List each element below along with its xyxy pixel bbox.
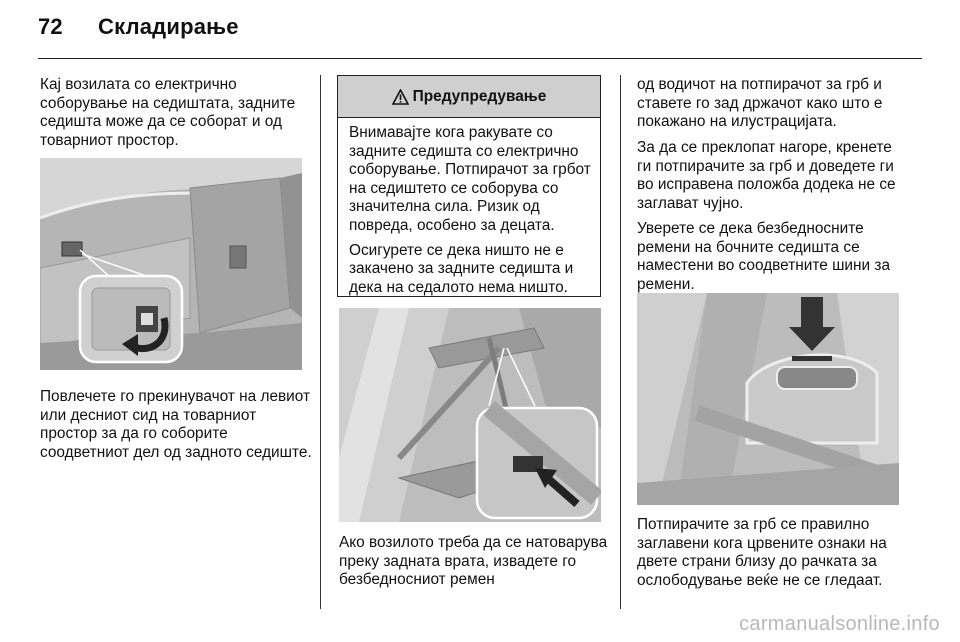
header-rule [38,58,922,59]
backrest-latch-illustration [637,293,899,505]
warning-title: Предупредување [412,87,547,105]
intro-paragraph: Кај возилата со електрично соборување на седиштата, задните седишта може да се соборат и од товарниот простор. [40,76,296,149]
tailgate-loading-paragraph: Ако возилото треба да се натоварува преку задната врата, извадете го безбедносниот ремен [339,534,608,589]
warning-paragraph-1: Внимавајте кога ракувате со задните седишта со електрично соборување. Потпирачот за грбот на седиштето се соборува со значителна сила. Ризик од повреда, особено за децата. [349,124,591,234]
cargo-switch-illustration [40,158,302,370]
warning-paragraph-2: Осигурете се дека ништо не е закачено за задните седишта и дека на седалото нема ништо. [349,241,574,296]
column-divider-2 [620,75,621,609]
page-header [38,14,239,40]
column-divider-1 [320,75,321,609]
watermark: carmanualsonline.info [739,613,940,635]
warning-box [337,75,601,297]
belt-rail-paragraph: Уверете се дека безбедносните ремени на бочните седишта се наместени во соодветните шини за ремени. [637,220,891,293]
seatbelt-guide-illustration [339,308,601,522]
warning-header [338,76,600,118]
page-number: 72 [38,14,63,39]
fold-up-paragraph: За да се преклопат нагоре, кренете ги потпирачите за грб и доведете ги во исправена положба додека не се заглават чујно. [637,139,896,212]
warning-triangle-icon [392,89,409,105]
red-markers-paragraph: Потпирачите за грб се правилно заглавени кога црвените ознаки на двете страни близу до рачката за ослободување веќе не се гледаат. [637,516,887,589]
belt-guide-paragraph: од водичот на потпирачот за грб и ставете го зад држачот како што е покажано на илустрацијата. [637,76,883,131]
page-title: Складирање [98,14,239,39]
switch-instruction-paragraph: Повлечете го прекинувачот на левиот или десниот сид на товарниот простор за да го соборите соодветниот дел од задното седиште. [40,388,312,461]
